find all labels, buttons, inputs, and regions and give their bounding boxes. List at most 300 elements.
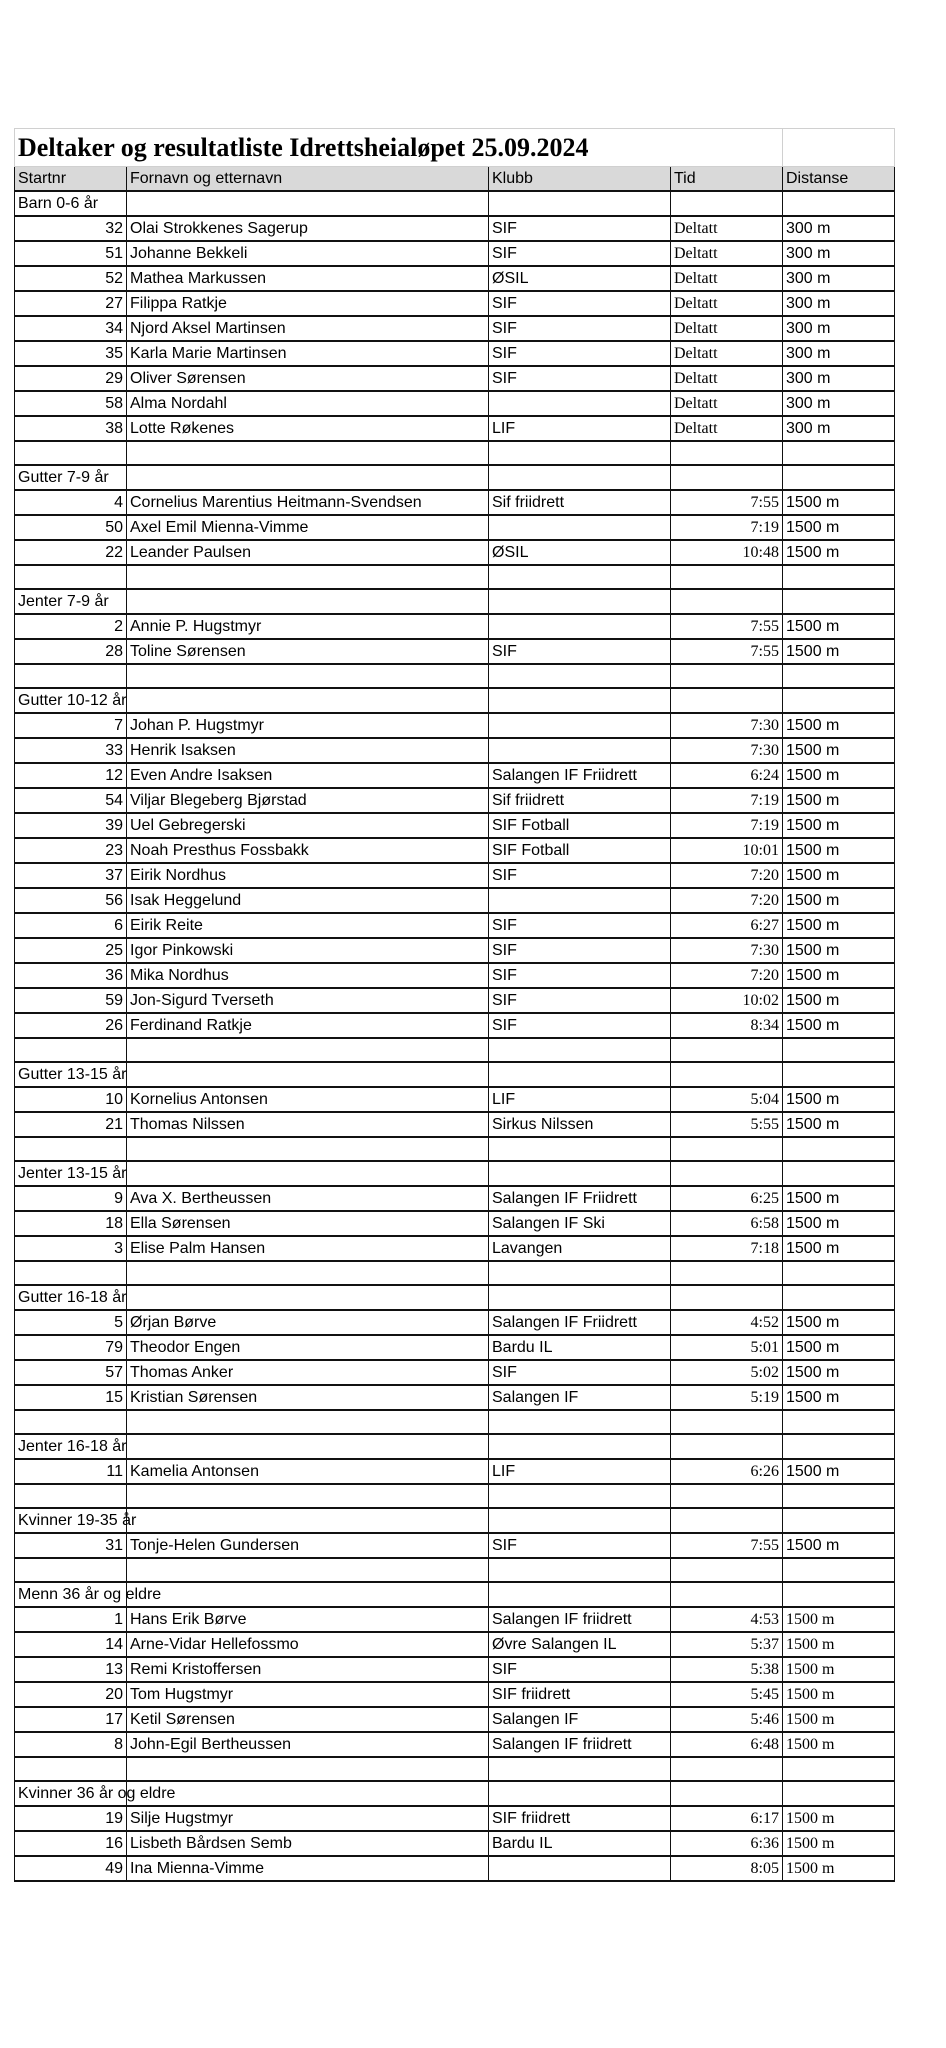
participant-name: Ava X. Bertheussen xyxy=(127,1186,489,1211)
participant-name: Oliver Sørensen xyxy=(127,366,489,391)
club: SIF xyxy=(489,1533,671,1558)
participant-name: Igor Pinkowski xyxy=(127,938,489,963)
start-number: 25 xyxy=(15,938,127,963)
start-number: 33 xyxy=(15,738,127,763)
empty-cell xyxy=(783,688,895,713)
empty-cell xyxy=(671,1137,783,1161)
participant-name: Theodor Engen xyxy=(127,1335,489,1360)
empty-cell xyxy=(783,1410,895,1434)
group-label xyxy=(15,1285,127,1310)
table-row xyxy=(15,938,895,963)
empty-cell xyxy=(671,1558,783,1582)
empty-cell xyxy=(15,1137,127,1161)
participant-name: Karla Marie Martinsen xyxy=(127,341,489,366)
empty-cell xyxy=(489,565,671,589)
empty-cell xyxy=(489,1434,671,1459)
start-number: 52 xyxy=(15,266,127,291)
table-row xyxy=(15,614,895,639)
empty-cell xyxy=(489,1558,671,1582)
distance: 300 m xyxy=(783,266,895,291)
empty-cell xyxy=(671,565,783,589)
group-header-row xyxy=(15,1781,895,1806)
club: Øvre Salangen IL xyxy=(489,1632,671,1657)
time: 7:18 xyxy=(671,1236,783,1261)
time: Deltatt xyxy=(671,416,783,441)
empty-cell xyxy=(127,1582,489,1607)
table-row xyxy=(15,216,895,241)
empty-cell xyxy=(671,688,783,713)
distance: 1500 m xyxy=(783,963,895,988)
header-distance: Distanse xyxy=(783,167,895,192)
participant-name: Kristian Sørensen xyxy=(127,1385,489,1410)
time: 7:30 xyxy=(671,738,783,763)
start-number: 6 xyxy=(15,913,127,938)
empty-cell xyxy=(783,1582,895,1607)
start-number: 1 xyxy=(15,1607,127,1632)
time: 7:19 xyxy=(671,813,783,838)
start-number: 37 xyxy=(15,863,127,888)
distance: 1500 m xyxy=(783,1211,895,1236)
time: 8:34 xyxy=(671,1013,783,1038)
group-label-text: Kvinner 19-35 år xyxy=(18,1512,137,1529)
club: LIF xyxy=(489,416,671,441)
empty-cell xyxy=(489,1161,671,1186)
start-number: 56 xyxy=(15,888,127,913)
time: 5:46 xyxy=(671,1707,783,1732)
start-number: 12 xyxy=(15,763,127,788)
club: Sirkus Nilssen xyxy=(489,1112,671,1137)
empty-cell xyxy=(489,1137,671,1161)
spacer-row xyxy=(15,1558,895,1582)
empty-cell xyxy=(15,1261,127,1285)
table-row xyxy=(15,863,895,888)
distance: 1500 m xyxy=(783,1732,895,1757)
empty-cell xyxy=(489,191,671,216)
table-row xyxy=(15,1682,895,1707)
empty-cell xyxy=(671,1757,783,1781)
participant-name: Tonje-Helen Gundersen xyxy=(127,1533,489,1558)
empty-cell xyxy=(783,1285,895,1310)
empty-cell xyxy=(671,1410,783,1434)
start-number: 21 xyxy=(15,1112,127,1137)
time: 5:45 xyxy=(671,1682,783,1707)
start-number: 14 xyxy=(15,1632,127,1657)
distance: 1500 m xyxy=(783,1087,895,1112)
empty-cell xyxy=(489,664,671,688)
empty-cell xyxy=(127,1038,489,1062)
empty-cell xyxy=(127,1558,489,1582)
start-number: 79 xyxy=(15,1335,127,1360)
club: LIF xyxy=(489,1087,671,1112)
empty-cell xyxy=(489,1062,671,1087)
group-label xyxy=(15,688,127,713)
empty-cell xyxy=(489,1508,671,1533)
participant-name: Arne-Vidar Hellefossmo xyxy=(127,1632,489,1657)
distance: 1500 m xyxy=(783,1013,895,1038)
group-label-text: Menn 36 år og eldre xyxy=(18,1586,162,1603)
club: SIF xyxy=(489,341,671,366)
spacer-row xyxy=(15,1261,895,1285)
empty-cell xyxy=(127,688,489,713)
table-row xyxy=(15,540,895,565)
table-row xyxy=(15,1310,895,1335)
distance: 1500 m xyxy=(783,1806,895,1831)
time: 5:38 xyxy=(671,1657,783,1682)
distance: 300 m xyxy=(783,416,895,441)
results-table xyxy=(14,128,895,1882)
time: 6:48 xyxy=(671,1732,783,1757)
start-number: 28 xyxy=(15,639,127,664)
start-number: 8 xyxy=(15,1732,127,1757)
start-number: 23 xyxy=(15,838,127,863)
time: 5:01 xyxy=(671,1335,783,1360)
time: 6:24 xyxy=(671,763,783,788)
table-row xyxy=(15,1607,895,1632)
empty-cell xyxy=(127,589,489,614)
empty-cell xyxy=(15,1038,127,1062)
table-row xyxy=(15,1856,895,1881)
table-row xyxy=(15,341,895,366)
time: 4:53 xyxy=(671,1607,783,1632)
distance: 1500 m xyxy=(783,913,895,938)
participant-name: Kamelia Antonsen xyxy=(127,1459,489,1484)
empty-cell xyxy=(783,1062,895,1087)
club: SIF friidrett xyxy=(489,1806,671,1831)
distance: 1500 m xyxy=(783,888,895,913)
empty-cell xyxy=(671,1582,783,1607)
empty-cell xyxy=(127,664,489,688)
start-number: 2 xyxy=(15,614,127,639)
participant-name: Annie P. Hugstmyr xyxy=(127,614,489,639)
start-number: 54 xyxy=(15,788,127,813)
start-number: 59 xyxy=(15,988,127,1013)
group-label xyxy=(15,465,127,490)
table-row xyxy=(15,738,895,763)
start-number: 49 xyxy=(15,1856,127,1881)
distance: 1500 m xyxy=(783,713,895,738)
distance: 300 m xyxy=(783,291,895,316)
distance: 1500 m xyxy=(783,1856,895,1881)
club: SIF xyxy=(489,316,671,341)
empty-cell xyxy=(127,1484,489,1508)
start-number: 9 xyxy=(15,1186,127,1211)
start-number: 20 xyxy=(15,1682,127,1707)
club: Sif friidrett xyxy=(489,490,671,515)
club: SIF xyxy=(489,639,671,664)
time: 6:17 xyxy=(671,1806,783,1831)
club: SIF friidrett xyxy=(489,1682,671,1707)
club: SIF xyxy=(489,366,671,391)
group-label-text: Barn 0-6 år xyxy=(18,195,99,212)
club: Salangen IF xyxy=(489,1707,671,1732)
empty-cell xyxy=(783,1261,895,1285)
header-name: Fornavn og etternavn xyxy=(127,167,489,192)
empty-cell xyxy=(15,1410,127,1434)
empty-cell xyxy=(15,1484,127,1508)
time: 5:04 xyxy=(671,1087,783,1112)
empty-cell xyxy=(671,664,783,688)
distance: 1500 m xyxy=(783,1186,895,1211)
empty-cell xyxy=(127,465,489,490)
club xyxy=(489,515,671,540)
group-label xyxy=(15,1582,162,1607)
empty-cell xyxy=(127,1410,489,1434)
table-row xyxy=(15,1806,895,1831)
club: ØSIL xyxy=(489,266,671,291)
club: SIF xyxy=(489,863,671,888)
start-number: 3 xyxy=(15,1236,127,1261)
distance: 1500 m xyxy=(783,614,895,639)
empty-cell xyxy=(15,1757,127,1781)
participant-name: Johan P. Hugstmyr xyxy=(127,713,489,738)
time: 6:58 xyxy=(671,1211,783,1236)
group-label xyxy=(15,1508,137,1533)
distance: 1500 m xyxy=(783,738,895,763)
time: Deltatt xyxy=(671,216,783,241)
participant-name: Isak Heggelund xyxy=(127,888,489,913)
empty-cell xyxy=(489,589,671,614)
time: 7:55 xyxy=(671,490,783,515)
start-number: 16 xyxy=(15,1831,127,1856)
participant-name: Toline Sørensen xyxy=(127,639,489,664)
group-label xyxy=(15,1062,127,1087)
table-row xyxy=(15,1657,895,1682)
spacer-row xyxy=(15,441,895,465)
spacer-row xyxy=(15,1484,895,1508)
group-header-row xyxy=(15,589,895,614)
club: SIF xyxy=(489,1013,671,1038)
club: Salangen IF xyxy=(489,1385,671,1410)
time: 7:55 xyxy=(671,614,783,639)
empty-cell xyxy=(127,1434,489,1459)
distance: 1500 m xyxy=(783,515,895,540)
club: SIF xyxy=(489,1657,671,1682)
club xyxy=(489,888,671,913)
start-number: 5 xyxy=(15,1310,127,1335)
table-row xyxy=(15,713,895,738)
table-row xyxy=(15,266,895,291)
start-number: 4 xyxy=(15,490,127,515)
empty-cell xyxy=(783,1038,895,1062)
table-row xyxy=(15,888,895,913)
participant-name: Ferdinand Ratkje xyxy=(127,1013,489,1038)
participant-name: Even Andre Isaksen xyxy=(127,763,489,788)
participant-name: Noah Presthus Fossbakk xyxy=(127,838,489,863)
empty-cell xyxy=(783,1434,895,1459)
participant-name: Filippa Ratkje xyxy=(127,291,489,316)
table-row xyxy=(15,1707,895,1732)
participant-name: Eirik Nordhus xyxy=(127,863,489,888)
participant-name: Njord Aksel Martinsen xyxy=(127,316,489,341)
club: LIF xyxy=(489,1459,671,1484)
distance: 1500 m xyxy=(783,1533,895,1558)
distance: 300 m xyxy=(783,366,895,391)
results-sheet xyxy=(14,128,894,1882)
group-label xyxy=(15,589,127,614)
start-number: 26 xyxy=(15,1013,127,1038)
empty-cell xyxy=(489,1038,671,1062)
distance: 1500 m xyxy=(783,1335,895,1360)
participant-name: Jon-Sigurd Tverseth xyxy=(127,988,489,1013)
club: SIF xyxy=(489,938,671,963)
empty-cell xyxy=(783,1137,895,1161)
participant-name: Cornelius Marentius Heitmann-Svendsen xyxy=(127,490,489,515)
start-number: 7 xyxy=(15,713,127,738)
title-row xyxy=(15,129,895,167)
distance: 1500 m xyxy=(783,1707,895,1732)
time: 10:01 xyxy=(671,838,783,863)
start-number: 36 xyxy=(15,963,127,988)
empty-cell xyxy=(671,1434,783,1459)
distance: 1500 m xyxy=(783,1831,895,1856)
start-number: 38 xyxy=(15,416,127,441)
distance: 1500 m xyxy=(783,540,895,565)
empty-cell xyxy=(783,589,895,614)
time: 5:19 xyxy=(671,1385,783,1410)
empty-cell xyxy=(489,1261,671,1285)
table-row xyxy=(15,416,895,441)
start-number: 34 xyxy=(15,316,127,341)
table-row xyxy=(15,963,895,988)
empty-cell xyxy=(671,1062,783,1087)
group-header-row xyxy=(15,191,895,216)
start-number: 10 xyxy=(15,1087,127,1112)
empty-cell xyxy=(783,1781,895,1806)
table-row xyxy=(15,988,895,1013)
time: 10:48 xyxy=(671,540,783,565)
spacer-row xyxy=(15,1410,895,1434)
empty-cell xyxy=(671,1038,783,1062)
spacer-row xyxy=(15,664,895,688)
club: Salangen IF friidrett xyxy=(489,1732,671,1757)
time: 5:37 xyxy=(671,1632,783,1657)
table-row xyxy=(15,639,895,664)
table-row xyxy=(15,1533,895,1558)
distance: 1500 m xyxy=(783,863,895,888)
club xyxy=(489,738,671,763)
time: Deltatt xyxy=(671,291,783,316)
club: Bardu IL xyxy=(489,1831,671,1856)
table-row xyxy=(15,1112,895,1137)
time: 7:55 xyxy=(671,639,783,664)
table-row xyxy=(15,1013,895,1038)
club: ØSIL xyxy=(489,540,671,565)
participant-name: Kornelius Antonsen xyxy=(127,1087,489,1112)
participant-name: Thomas Nilssen xyxy=(127,1112,489,1137)
participant-name: Lisbeth Bårdsen Semb xyxy=(127,1831,489,1856)
start-number: 58 xyxy=(15,391,127,416)
header-time: Tid xyxy=(671,167,783,192)
results-table-body xyxy=(15,129,895,1882)
start-number: 22 xyxy=(15,540,127,565)
distance: 1500 m xyxy=(783,1360,895,1385)
spacer-row xyxy=(15,1038,895,1062)
table-row xyxy=(15,391,895,416)
club xyxy=(489,614,671,639)
table-row xyxy=(15,1236,895,1261)
empty-cell xyxy=(489,1757,671,1781)
table-row xyxy=(15,1186,895,1211)
club: SIF xyxy=(489,988,671,1013)
club: SIF xyxy=(489,913,671,938)
time: 7:20 xyxy=(671,963,783,988)
club: Bardu IL xyxy=(489,1335,671,1360)
time: Deltatt xyxy=(671,316,783,341)
empty-cell xyxy=(489,1410,671,1434)
empty-cell xyxy=(127,441,489,465)
group-label-text: Gutter 16-18 år xyxy=(18,1289,127,1306)
table-row xyxy=(15,838,895,863)
club: Salangen IF Friidrett xyxy=(489,1186,671,1211)
start-number: 13 xyxy=(15,1657,127,1682)
group-label-text: Gutter 13-15 år xyxy=(18,1066,127,1083)
group-label xyxy=(15,1781,176,1806)
start-number: 29 xyxy=(15,366,127,391)
distance: 300 m xyxy=(783,241,895,266)
time: 6:26 xyxy=(671,1459,783,1484)
group-label-text: Kvinner 36 år og eldre xyxy=(18,1785,176,1802)
empty-cell xyxy=(127,1508,489,1533)
time: Deltatt xyxy=(671,391,783,416)
table-row xyxy=(15,316,895,341)
distance: 1500 m xyxy=(783,788,895,813)
table-row xyxy=(15,1211,895,1236)
table-row xyxy=(15,366,895,391)
participant-name: Leander Paulsen xyxy=(127,540,489,565)
distance: 300 m xyxy=(783,316,895,341)
club xyxy=(489,1856,671,1881)
empty-cell xyxy=(783,565,895,589)
start-number: 32 xyxy=(15,216,127,241)
participant-name: Uel Gebregerski xyxy=(127,813,489,838)
participant-name: Henrik Isaksen xyxy=(127,738,489,763)
start-number: 18 xyxy=(15,1211,127,1236)
participant-name: Elise Palm Hansen xyxy=(127,1236,489,1261)
participant-name: Viljar Blegeberg Bjørstad xyxy=(127,788,489,813)
distance: 1500 m xyxy=(783,1236,895,1261)
empty-cell xyxy=(671,1484,783,1508)
table-row xyxy=(15,1360,895,1385)
participant-name: Silje Hugstmyr xyxy=(127,1806,489,1831)
title-empty-cell xyxy=(783,129,895,167)
empty-cell xyxy=(783,1484,895,1508)
group-header-row xyxy=(15,1434,895,1459)
empty-cell xyxy=(15,565,127,589)
table-row xyxy=(15,763,895,788)
group-header-row xyxy=(15,1582,895,1607)
empty-cell xyxy=(783,191,895,216)
table-row xyxy=(15,1459,895,1484)
empty-cell xyxy=(127,1781,489,1806)
table-row xyxy=(15,913,895,938)
club: Salangen IF Friidrett xyxy=(489,1310,671,1335)
distance: 1500 m xyxy=(783,490,895,515)
distance: 300 m xyxy=(783,391,895,416)
spacer-row xyxy=(15,1137,895,1161)
club: SIF xyxy=(489,963,671,988)
empty-cell xyxy=(783,441,895,465)
empty-cell xyxy=(127,565,489,589)
empty-cell xyxy=(671,191,783,216)
distance: 1500 m xyxy=(783,988,895,1013)
empty-cell xyxy=(127,1161,489,1186)
table-row xyxy=(15,1632,895,1657)
group-label-text: Jenter 16-18 år xyxy=(18,1438,127,1455)
distance: 1500 m xyxy=(783,1459,895,1484)
time: 7:20 xyxy=(671,863,783,888)
table-row xyxy=(15,788,895,813)
distance: 1500 m xyxy=(783,1112,895,1137)
